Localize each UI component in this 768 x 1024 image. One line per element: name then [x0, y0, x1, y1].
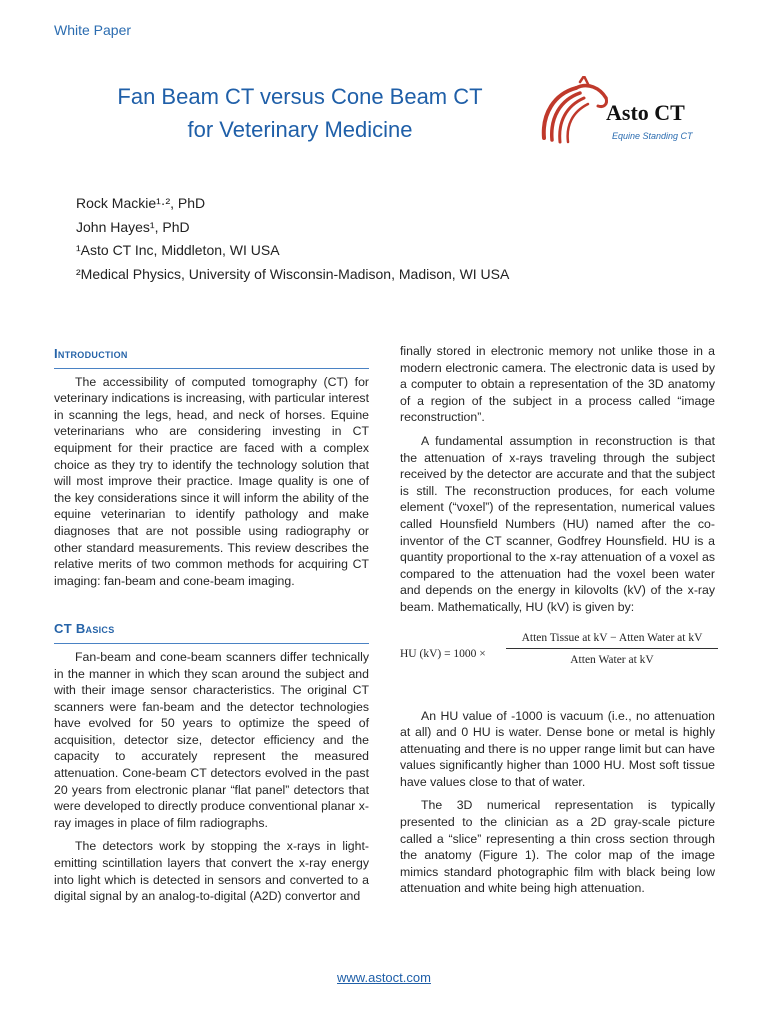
title-line-2: for Veterinary Medicine [187, 117, 413, 142]
body-paragraph: Fan-beam and cone-beam scanners differ technically in the manner in which they scan around the subject and with their image sensor characteristics. The original CT scanners were fan-beam and the detector technologies have evolved for 50 years to optimize the speed of acquisition, detector size, detector efficiency and the capacity to accurately represent the measured attenuation. Cone-beam CT detectors evolved in the past 20 years from electronic planar “flat panel” detectors that were developed to directly produce conventional planar x-ray images in place of film radiographs. [54, 649, 369, 830]
hu-equation [400, 630, 715, 678]
body-paragraph: The detectors work by stopping the x-rays in light-emitting scintillation layers that convert the x-ray energy into light which is detected in sensors and converted to a digital signal by an analog-to-digital (A2D) convertor and [54, 839, 369, 904]
left-column [54, 336, 369, 912]
body-paragraph: A fundamental assumption in reconstruction is that the attenuation of x-rays traveling through the subject received by the detector are accurate and that the subject is still. The reconstruction produces, for each volume element (“voxel”) of the representation, numerical values called Hounsfield Numbers (HU) named after the co-inventor of the CT scanner, Godfrey Hounsfield. HU is a quantity proportional to the x-ray attenuation of a voxel as compared to the attenuation had the voxel been water and depends on the energy in kilovolts (kV) of the x-ray beam. Mathematically, HU (kV) is given by: [400, 433, 715, 614]
affiliation-line: ²Medical Physics, University of Wisconsin-Madison, Madison, WI USA [76, 266, 510, 283]
document-type-label: White Paper [54, 22, 132, 38]
author-list [76, 192, 509, 287]
horse-head-logo-icon [536, 76, 612, 148]
body-paragraph: The 3D numerical representation is typically presented to the clinician as a 2D gray-scale picture called a “slice” representing a thin cross section through the anatomy (Figure 1). The color map of the image mimics standard photographic film with black being low attenuation and white being high attenuation. [400, 798, 715, 896]
equation-denominator: Atten Water at kV [570, 654, 654, 667]
equation-numerator: Atten Tissue at kV − Atten Water at kV [506, 630, 718, 650]
body-paragraph: finally stored in electronic memory not unlike those in a modern electronic camera. The electronic data is used by a computer to obtain a representation of the 3D anatomy of a region of the subject in a process called “image reconstruction”. [400, 344, 715, 425]
asto-ct-logo [536, 76, 712, 152]
logo-tagline: Equine Standing CT [612, 131, 693, 141]
title-line-1: Fan Beam CT versus Cone Beam CT [117, 84, 483, 109]
equation-lhs: HU (kV) = 1000 × [400, 647, 486, 660]
author-line: John Hayes¹, PhD [76, 218, 190, 235]
paper-title [60, 80, 540, 146]
body-paragraph: An HU value of -1000 is vacuum (i.e., no attenuation at all) and 0 HU is water. Dense bone or metal is highly attenuating and there is no upper range limit but can have values significantly higher than 1000 HU. Most soft tissue have values close to that of water. [400, 708, 715, 789]
right-column [400, 343, 715, 904]
section-heading-ct-basics: CT Basics [54, 611, 369, 644]
author-line: Rock Mackie¹·², PhD [76, 195, 206, 211]
logo-name: Asto CT [606, 100, 685, 125]
affiliation-line: ¹Asto CT Inc, Middleton, WI USA [76, 242, 280, 259]
equation-fraction [506, 630, 718, 669]
website-link[interactable]: www.astoct.com [337, 970, 431, 985]
section-heading-introduction: Introduction [54, 336, 369, 369]
body-paragraph: The accessibility of computed tomography (CT) for veterinary indications is increasing, with particular interest in scanning the legs, head, and neck of horses. Equine veterinarians who are considering investing in CT equipment for their practice are faced with a complex choice as they try to identify the technology solution that will most improve their practice. Image quality is one of the key considerations since it will inform the ability of the equine veterinarian to identify pathology and make diagnoses that are not possible using radiography or other standard measurements. This review describes the relative merits of two common methods for acquiring CT imaging: fan-beam and cone-beam imaging. [54, 374, 369, 588]
